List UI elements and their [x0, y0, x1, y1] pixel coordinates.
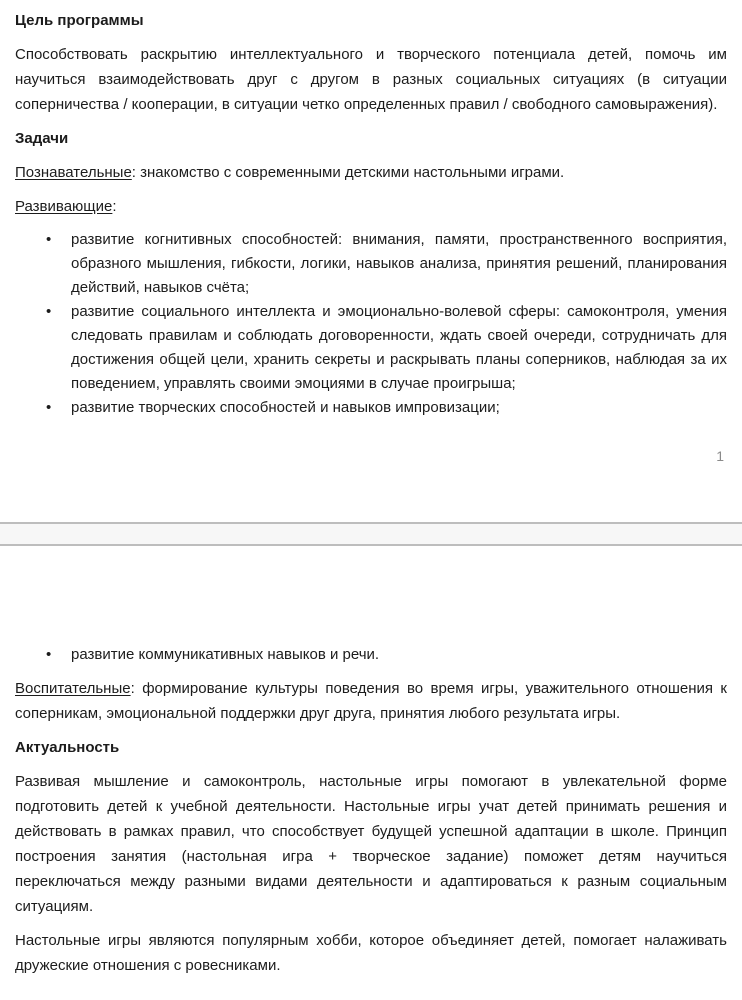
- bullet-icon: •: [46, 303, 52, 320]
- heading-program-goal: Цель программы: [15, 12, 144, 29]
- developing-colon: :: [112, 198, 117, 215]
- list-item-text: развитие социального интеллекта и эмоционально-волевой сферы: самоконтроля, умения следовать правилам и соблюдать договоренности, ждать своей очереди, сотрудничать для достижения общей цели, хранить секреты и раскрывать планы соперников, наблюдая за их поведением, управлять своими эмоциями в случае проигрыша;: [71, 303, 727, 392]
- heading-tasks: Задачи: [15, 130, 69, 147]
- list-item: [15, 643, 727, 667]
- paragraph-developing: [15, 194, 727, 219]
- page-2: [0, 546, 742, 978]
- list-item-text: развитие когнитивных способностей: внимания, памяти, пространственного восприятия, образного мышления, гибкости, логики, навыков анализа, принятия решений, планирования действий, навыков счёта;: [71, 231, 727, 296]
- bullet-list-developing-continued: [15, 643, 727, 667]
- list-item: [15, 300, 727, 396]
- bullet-list-developing: [15, 228, 727, 420]
- page-number: 1: [716, 448, 724, 464]
- paragraph-cognitive: [15, 160, 727, 185]
- list-item-text: развитие коммуникативных навыков и речи.: [71, 646, 380, 663]
- upbringing-text: : формирование культуры поведения во время игры, уважительного отношения к соперникам, эмоциональной поддержки друг друга, принятия любого результата игры.: [15, 680, 727, 722]
- list-item-text: развитие творческих способностей и навыков импровизации;: [71, 399, 500, 416]
- list-item: [15, 396, 727, 420]
- developing-label: Развивающие: [15, 198, 113, 215]
- cognitive-label: Познавательные: [15, 164, 132, 181]
- bullet-icon: •: [46, 399, 52, 416]
- paragraph-relevance: Развивая мышление и самоконтроль, настольные игры помогают в увлекательной форме подготовить детей к учебной деятельности. Настольные игры учат детей принимать решения и действовать в рамках правил, что способствует будущей успешной адаптации в школе. Принцип построения занятия (настольная игра + творческое задание) поможет детям научиться переключаться между разными видами деятельности и адаптироваться к разным социальным ситуациям.: [15, 773, 727, 915]
- heading-relevance: Актуальность: [15, 739, 120, 756]
- paragraph-upbringing: [15, 676, 727, 726]
- cognitive-text: : знакомство с современными детскими настольными играми.: [131, 164, 565, 181]
- bullet-icon: •: [46, 231, 52, 248]
- paragraph-closing: Настольные игры являются популярным хобби, которое объединяет детей, помогает налаживать дружеские отношения с ровесниками.: [15, 932, 727, 974]
- list-item: [15, 228, 727, 300]
- upbringing-label: Воспитательные: [15, 680, 131, 697]
- bullet-icon: •: [46, 646, 52, 663]
- paragraph-program-goal: Способствовать раскрытию интеллектуального и творческого потенциала детей, помочь им научиться взаимодействовать друг с другом в разных социальных ситуациях (в ситуации соперничества / кооперации, в ситуации четко определенных правил / свободного самовыражения).: [15, 46, 727, 113]
- page-break-divider: [0, 522, 742, 546]
